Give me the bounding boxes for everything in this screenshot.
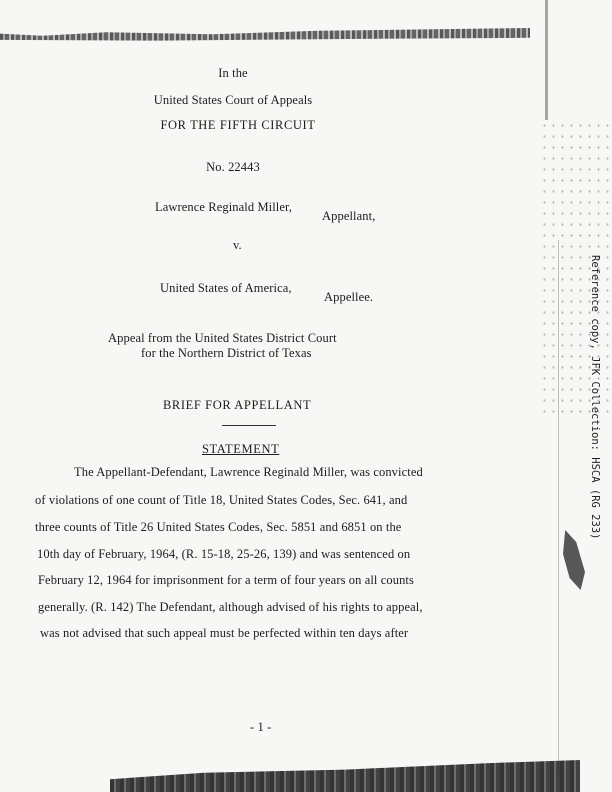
brief-title: BRIEF FOR APPELLANT [163,398,312,412]
statement-line: generally. (R. 142) The Defendant, although advised of his rights to appeal, [38,600,423,614]
statement-line: three counts of Title 26 United States Codes, Sec. 5851 and 6851 on the [35,520,402,534]
appeal-line-1: Appeal from the United States District Court [108,331,337,345]
appeal-line-2: for the Northern District of Texas [141,346,312,360]
statement-line: The Appellant-Defendant, Lawrence Reginald Miller, was convicted [74,465,423,479]
scan-edge-mark [545,0,548,120]
page-number: - 1 - [250,720,272,734]
court-name: United States Court of Appeals [153,93,313,107]
circuit-name: FOR THE FIFTH CIRCUIT [160,118,316,132]
scan-artifact-top [0,28,530,42]
margin-stamp-text: Reference copy, JFK Collection: HSCA (RG 233) [589,255,601,540]
appellant-name: Lawrence Reginald Miller, [155,200,293,214]
title-rule [222,425,276,426]
statement-line: February 12, 1964 for imprisonment for a term of four years on all counts [38,573,414,587]
margin-stamp [585,255,605,540]
appellee-role: Appellee. [324,290,374,304]
case-number: No. 22443 [206,160,260,174]
statement-heading: STATEMENT [202,442,280,456]
versus: v. [233,238,242,252]
header-in-the: In the [218,66,248,80]
appellee-name: United States of America, [160,281,292,295]
statement-line: was not advised that such appeal must be perfected within ten days after [40,626,409,640]
scan-artifact-bottom [110,760,580,792]
statement-line: of violations of one count of Title 18, United States Codes, Sec. 641, and [35,493,408,507]
statement-line: 10th day of February, 1964, (R. 15-18, 25-26, 139) and was sentenced on [37,547,411,561]
appellant-role: Appellant, [322,209,376,223]
scan-blot [563,530,585,590]
